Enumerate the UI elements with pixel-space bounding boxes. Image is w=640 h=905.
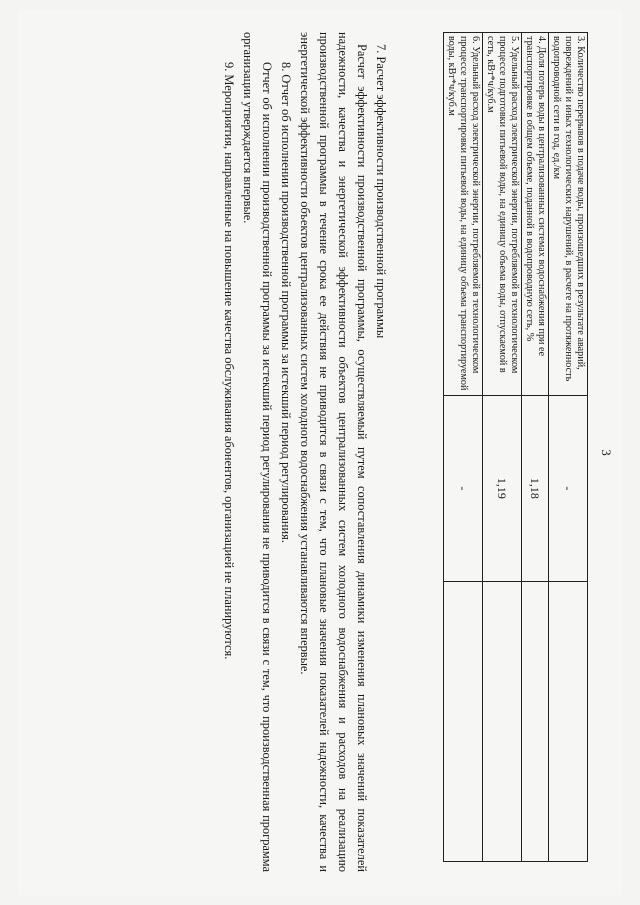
document-page (18, 10, 622, 895)
table-row (522, 33, 549, 862)
table-row (444, 33, 483, 862)
empty-cell (483, 581, 522, 861)
empty-cell (549, 581, 588, 861)
section-7-heading: 7. Расчет эффективности производственной программы (374, 44, 388, 339)
indicator-description: 3. Количество перерывов в подаче воды, произошедших в результате аварий, повреждений и иных технологических нарушений, в расчете на протяженность водопроводной сети в год, ед./км (549, 33, 588, 396)
indicator-description: 6. Удельный расход электрической энергии, потребляемой в технологическом процессе транспортировки питьевой воды, на единицу объема транспортируемой воды, кВт*ч/куб.м (444, 33, 483, 396)
section-7-body: Расчет эффективности производственной программы, осуществляемый путем сопоставления динамики изменения плановых значений показателей надежности, качества и энергетической эффективности объектов централизованных систем холодного водоснабжения и расходов на реализацию производственной программы в течение срока ее действия не приводится в связи с тем, что плановые значения показателей надежности, качества и энергетической эффективности объектов централизованных систем холодного водоснабжения устанавливаются впервые. (298, 32, 369, 872)
empty-cell (522, 581, 549, 861)
rotated-content (18, 10, 622, 895)
page-number: 3 (599, 449, 614, 456)
section-9-heading: 9. Мероприятия, направленные на повышение качества обслуживания абонентов, организацией не планируются. (222, 62, 236, 660)
indicator-value: - (444, 396, 483, 582)
table-row (549, 33, 588, 862)
body-text (219, 32, 390, 872)
section-8-heading: 8. Отчет об исполнении производственной программы за истекший период регулирования. (279, 62, 293, 543)
indicator-value: - (549, 396, 588, 582)
indicators-table (443, 32, 588, 862)
indicator-value: 1,19 (483, 396, 522, 582)
table-row (483, 33, 522, 862)
empty-cell (444, 581, 483, 861)
section-8-body: Отчет об исполнении производственной программы за истекший период регулирования не приводится в связи с тем, что производственная программа организации утверждается впервые. (241, 32, 274, 872)
indicator-description: 5. Удельный расход электрической энергии, потребляемой в технологическом процессе подготовки питьевой воды, на единицу объема воды, отпускаемой в сеть, кВт*ч/куб.м (483, 33, 522, 396)
indicator-value: 1,18 (522, 396, 549, 582)
indicator-description: 4. Доля потерь воды в централизованных системах водоснабжения при ее транспортировке в общем объеме, поданной в водопроводную сеть, % (522, 33, 549, 396)
